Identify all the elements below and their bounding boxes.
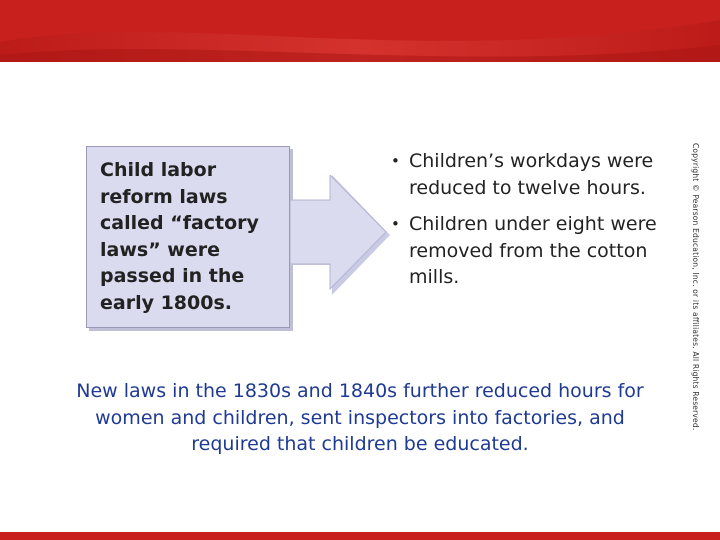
bullet-item bbox=[388, 148, 658, 201]
copyright-notice: Copyright © Pearson Education, Inc. or its affiliates. All Rights Reserved. bbox=[691, 143, 700, 431]
bullet-item bbox=[388, 211, 658, 291]
bottom-bar bbox=[0, 532, 720, 540]
summary-text: Child labor reform laws called “factory laws” were passed in the early 1800s. bbox=[100, 159, 259, 314]
bullet-text: Children’s workdays were reduced to twelve hours. bbox=[409, 150, 654, 199]
bullet-list bbox=[388, 148, 658, 301]
bullet-marker: • bbox=[391, 215, 400, 233]
right-arrow-icon bbox=[290, 175, 390, 295]
bullet-text: Children under eight were removed from the cotton mills. bbox=[409, 213, 657, 288]
banner-swoosh bbox=[0, 0, 720, 62]
footer-text: New laws in the 1830s and 1840s further reduced hours for women and children, sent inspectors into factories, and required that children be educated. bbox=[76, 380, 644, 455]
top-banner bbox=[0, 0, 720, 62]
bullet-marker: • bbox=[391, 152, 400, 170]
